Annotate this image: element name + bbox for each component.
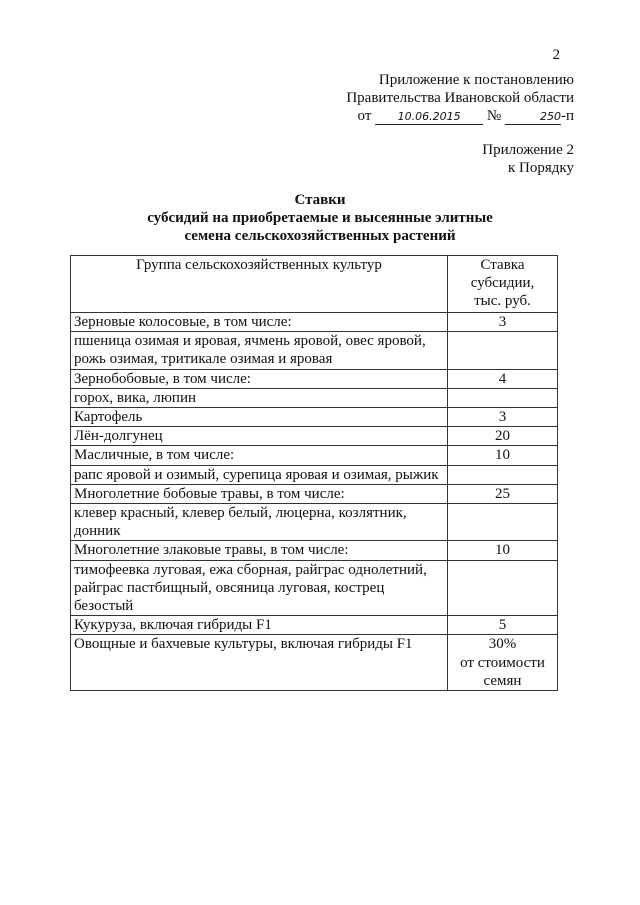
crop-group-text: донник xyxy=(74,523,121,540)
table-row xyxy=(71,541,558,560)
crop-group-cell xyxy=(71,560,448,616)
crop-group-text: пшеница озимая и яровая, ячмень яровой, овес яровой, xyxy=(74,333,426,350)
crop-group-text: тимофеевка луговая, ежа сборная, райграс однолетний, xyxy=(74,561,427,578)
page-number: 2 xyxy=(552,47,560,63)
rate-header-line: субсидии, xyxy=(470,275,535,292)
from-label: от xyxy=(357,108,372,124)
rate-cell xyxy=(448,560,558,616)
rate-text: 30% xyxy=(488,636,517,653)
appendix-2-header xyxy=(482,141,574,177)
rate-cell xyxy=(448,388,558,407)
crop-group-cell xyxy=(71,427,448,446)
rate-text: 25 xyxy=(495,485,510,502)
rate-text: от стоимости xyxy=(460,654,545,671)
table-row xyxy=(71,313,558,332)
rate-cell xyxy=(448,313,558,332)
table-row xyxy=(71,446,558,465)
col-header-rate xyxy=(448,256,558,313)
crop-group-text: Лён-долгунец xyxy=(74,428,163,445)
crop-group-cell xyxy=(71,388,448,407)
crop-group-cell xyxy=(71,616,448,635)
document-title xyxy=(0,191,640,245)
rate-header-line: тыс. руб. xyxy=(474,293,531,310)
crop-group-text: Кукуруза, включая гибриды F1 xyxy=(74,617,272,634)
crop-group-text: горох, вика, люпин xyxy=(74,389,197,406)
number-field: 250 xyxy=(505,110,561,125)
rate-cell xyxy=(448,484,558,503)
crop-group-text: Зернобобовые, в том числе: xyxy=(74,370,251,387)
rate-cell xyxy=(448,427,558,446)
table-row xyxy=(71,484,558,503)
rate-cell xyxy=(448,616,558,635)
rate-text: 3 xyxy=(498,409,507,426)
crop-group-cell xyxy=(71,484,448,503)
table-row xyxy=(71,369,558,388)
crop-group-text: райграс пастбищный, овсяница луговая, кострец безостый xyxy=(74,579,385,615)
title-line1: Ставки xyxy=(294,192,346,208)
crop-group-text: рапс яровой и озимый, сурепица яровая и озимая, рыжик xyxy=(74,466,439,483)
crop-group-text: Многолетние бобовые травы, в том числе: xyxy=(74,485,345,502)
rate-cell xyxy=(448,504,558,541)
title-line3: семена сельскохозяйственных растений xyxy=(184,228,456,244)
table-row xyxy=(71,560,558,616)
crop-group-text: Многолетние злаковые травы, в том числе: xyxy=(74,542,349,559)
rate-text: 3 xyxy=(498,314,507,330)
appendix-resolution-header xyxy=(346,71,574,107)
crop-group-text: Зерновые колосовые, в том числе: xyxy=(74,314,292,330)
crop-group-cell xyxy=(71,369,448,388)
crop-group-text: рожь озимая, тритикале озимая и яровая xyxy=(74,351,333,368)
table-row xyxy=(71,332,558,369)
header-line2: Правительства Ивановской области xyxy=(346,90,574,106)
crop-group-cell xyxy=(71,332,448,369)
crop-group-text: Овощные и бахчевые культуры, включая гибриды F1 xyxy=(74,636,413,653)
number-suffix: -п xyxy=(560,108,574,124)
crop-group-cell xyxy=(71,541,448,560)
crop-group-cell xyxy=(71,635,448,691)
table-header-row xyxy=(71,256,558,313)
rate-cell xyxy=(448,446,558,465)
col-header-group: Группа сельскохозяйственных культур xyxy=(71,256,448,313)
appendix-line1: Приложение 2 xyxy=(482,142,574,158)
appendix-line2: к Порядку xyxy=(508,160,574,176)
rate-cell xyxy=(448,408,558,427)
rate-text: 10 xyxy=(495,447,510,464)
crop-group-cell xyxy=(71,408,448,427)
rate-text: 4 xyxy=(498,370,507,387)
table-row xyxy=(71,635,558,691)
rate-text: 10 xyxy=(495,542,510,559)
number-label: № xyxy=(486,108,502,124)
crop-group-cell xyxy=(71,313,448,332)
crop-group-cell xyxy=(71,504,448,541)
crop-group-text: клевер красный, клевер белый, люцерна, козлятник, xyxy=(74,505,407,522)
subsidy-rates-table xyxy=(70,255,558,691)
crop-group-text: Картофель xyxy=(74,409,143,426)
table-row xyxy=(71,465,558,484)
rate-text: семян xyxy=(483,672,522,689)
rate-cell xyxy=(448,369,558,388)
rate-text: 5 xyxy=(498,617,507,634)
rate-cell xyxy=(448,465,558,484)
resolution-date-number xyxy=(358,107,574,125)
date-field: 10.06.2015 xyxy=(375,110,483,125)
rate-cell xyxy=(448,635,558,691)
title-line2: субсидий на приобретаемые и высеянные элитные xyxy=(147,210,493,226)
table-row xyxy=(71,388,558,407)
crop-group-cell xyxy=(71,446,448,465)
header-line1: Приложение к постановлению xyxy=(378,72,574,88)
table-row xyxy=(71,408,558,427)
rate-cell xyxy=(448,332,558,369)
crop-group-cell xyxy=(71,465,448,484)
rate-header-line: Ставка xyxy=(480,257,525,273)
table-row xyxy=(71,427,558,446)
table-row xyxy=(71,504,558,541)
crop-group-text: Масличные, в том числе: xyxy=(74,447,235,464)
rate-cell xyxy=(448,541,558,560)
table-row xyxy=(71,616,558,635)
rate-text: 20 xyxy=(495,428,510,445)
